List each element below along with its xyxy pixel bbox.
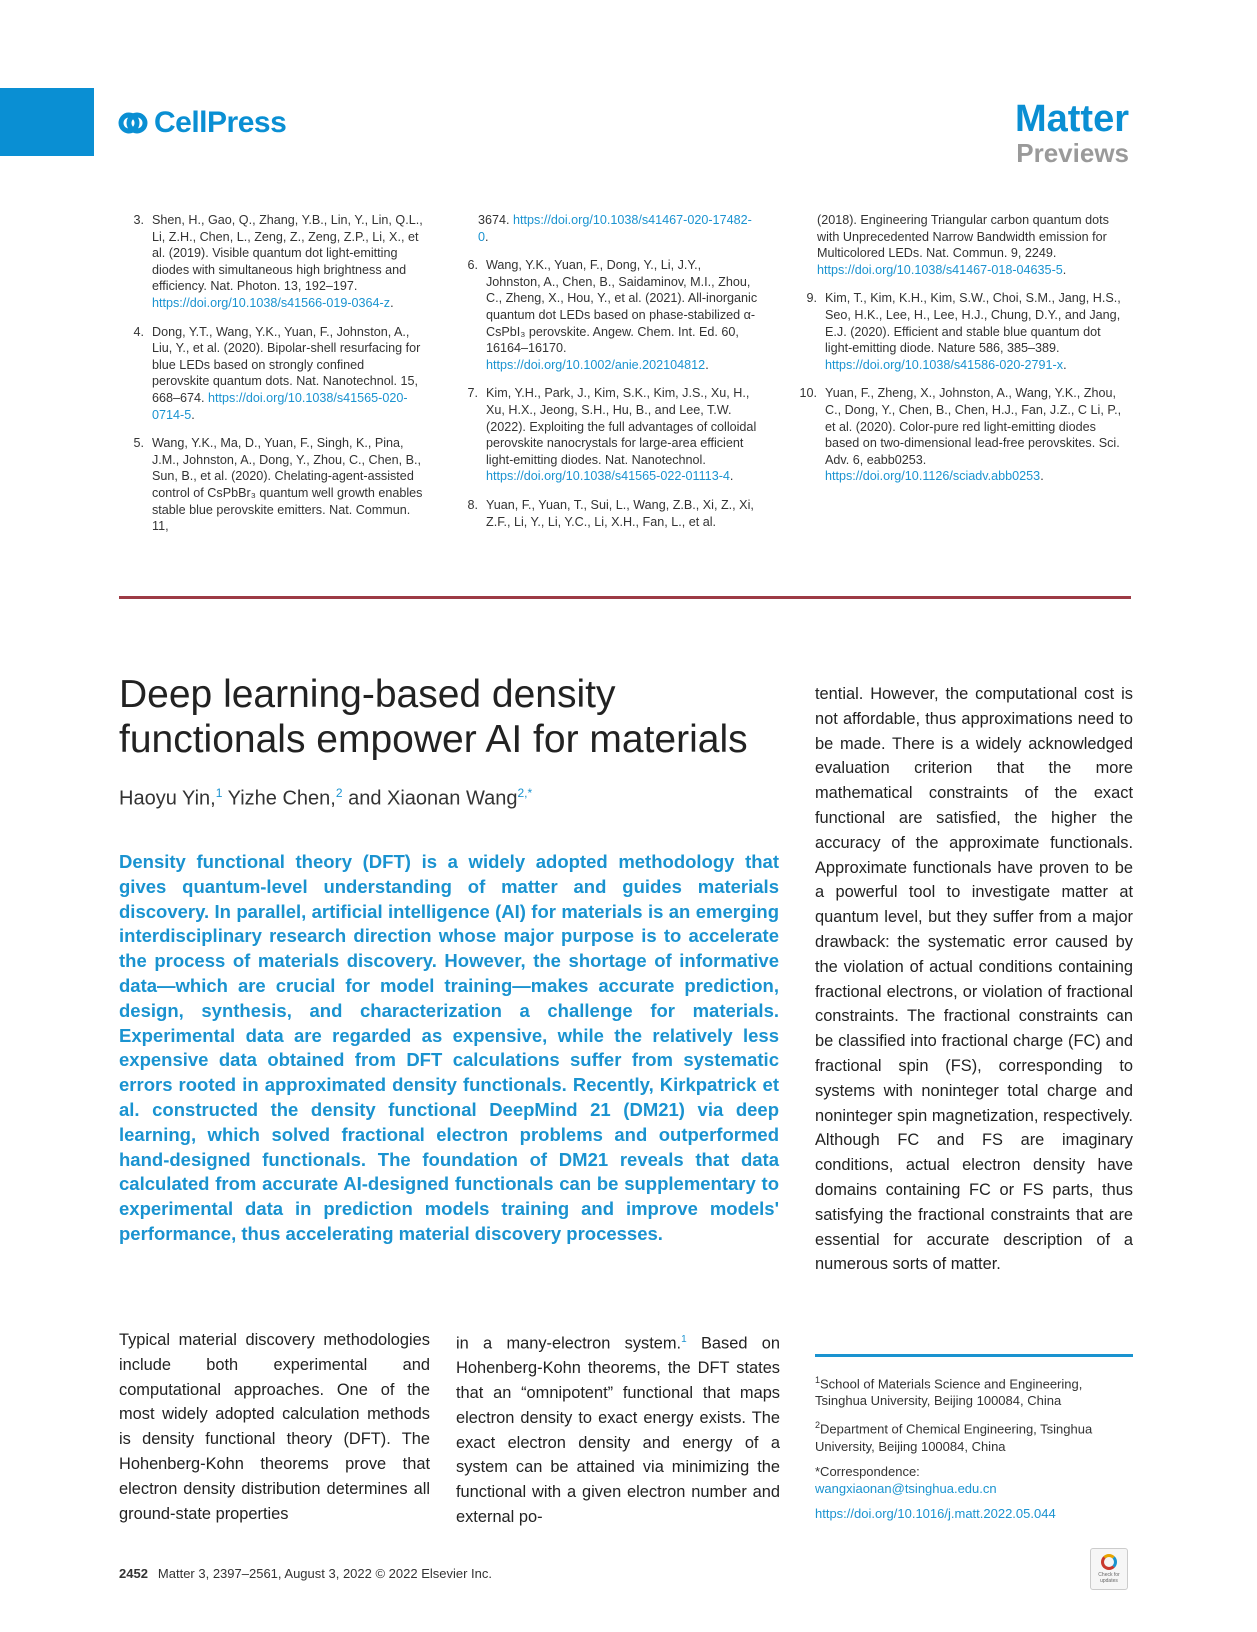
reference-doi-link[interactable]: https://doi.org/10.1038/s41467-020-17482-0 <box>478 213 752 244</box>
reference-doi-link[interactable]: https://doi.org/10.1038/s41565-020-0714-5 <box>152 390 408 422</box>
citation-marker[interactable]: 1 <box>681 1334 687 1345</box>
article-doi-link[interactable]: https://doi.org/10.1016/j.matt.2022.05.044 <box>815 1505 1056 1521</box>
correspondence-email-link[interactable]: wangxiaonan@tsinghua.edu.cn <box>815 1480 997 1496</box>
body-column-3: tential. However, the computational cost is not affordable, thus approximations need to be made. There is a widely acknowledged evaluation criterion that the more mathematical constraints of the exact functional are satisfied, the higher the accuracy of the approximate functionals. Approximate functionals have proven to be a powerful tool to investigate matter at quantum level, but they suffer from a major drawback: the systematic error caused by the violation of actual conditions containing fractional electrons, or violation of fractional constraints. The fractional constraints can be classified into fractional charge (FC) and fractional spin (FS), corresponding to systems with noninteger total charge and noninteger spin magnetization, respectively. Although FC and FS are imaginary conditions, actual electron density have domains containing FC or FS parts, thus satisfying the fractional constraints that are essential for accurate description of a numerous sorts of matter. <box>815 685 1133 1274</box>
reference-item: 8. Yuan, F., Yuan, T., Sui, L., Wang, Z.B., Xi, Z., Xi, Z.F., Li, Y., Li, Y.C., Li, X.H., Fan, L., et al. <box>467 497 754 529</box>
reference-item: 3. Shen, H., Gao, Q., Zhang, Y.B., Lin, Y., Lin, Q.L., Li, Z.H., Chen, L., Zeng, Z., Zeng, Z.P., Li, X., et al. (2019). Visible quantum dot light-emitting diodes with simultaneous high brightness and efficiency. Nat. Photon. 13, 192–197. https://doi.org/10.1038/s41566-019-0364-z. <box>133 213 423 310</box>
brand-color-tab <box>0 88 94 156</box>
citation-line: Matter 3, 2397–2561, August 3, 2022 © 2022 Elsevier Inc. <box>157 1566 492 1581</box>
author-list <box>119 786 532 811</box>
reference-doi-link[interactable]: https://doi.org/10.1038/s41586-020-2791-x <box>825 357 1064 372</box>
cellpress-logo[interactable] <box>118 106 286 140</box>
reference-item: 4. Dong, Y.T., Wang, Y.K., Yuan, F., Johnston, A., Liu, Y., et al. (2020). Bipolar-shell resurfacing for blue LEDs based on strongly confined perovskite quantum dots. Nat. Nanotechnol. 15, 668–674. https://doi.org/10.1038/s41565-020-0714-5. <box>133 324 421 422</box>
body-column-2: in a many-electron system.$^1$ Based on Hohenberg-Kohn theorems, the DFT states that an “omnipotent” functional that maps electron density to exact energy exists. The exact electron density and energy of a system can be attained via minimizing the functional with a given electron number and external po- <box>456 1334 780 1527</box>
author-name[interactable]: Yizhe Chen, <box>222 787 336 810</box>
reference-item: 7. Kim, Y.H., Park, J., Kim, S.K., Kim, J.S., Xu, H., Xu, H.X., Jeong, S.H., Hu, B., and Lee, T.W. (2022). Exploiting the full advantages of colloidal perovskite nanocrystals for large-area efficient light-emitting diodes. Nat. Nanotechnol. https://doi.org/10.1038/s41565-022-01113-4. <box>467 386 757 484</box>
affiliation-marker[interactable]: 1 <box>215 786 223 800</box>
check-for-updates-button[interactable] <box>1090 1548 1128 1590</box>
body-column-1: Typical material discovery methodologies include both experimental and computational approaches. One of the most widely adopted calculation methods is density functional theory (DFT). The Hohenberg-Kohn theorems prove that electron density distribution determines all ground-state properties <box>119 1331 430 1523</box>
references-column-3 <box>791 212 1131 497</box>
reference-doi-link[interactable]: https://doi.org/10.1038/s41566-019-0364-z <box>152 295 391 310</box>
affiliations-rule <box>815 1354 1133 1357</box>
reference-continuation: (2018). Engineering Triangular carbon quantum dots with Unprecedented Narrow Bandwidth emission for Multicolored LEDs. Nat. Commun. 9, 2249. https://doi.org/10.1038/s41467-018-04635-5. <box>817 213 1109 277</box>
reference-item: 5. Wang, Y.K., Ma, D., Yuan, F., Singh, K., Pina, J.M., Johnston, A., Dong, Y., Zhou, C., Chen, B., Sun, B., et al. (2020). Chelating-agent-assisted control of CsPbBr₃ quantum well growth enables stable blue perovskite emitters. Nat. Commun. 11, <box>133 436 423 534</box>
section-name: Previews <box>1016 138 1129 168</box>
check-for-updates-icon <box>1101 1554 1117 1570</box>
references-column-1 <box>118 212 424 547</box>
publisher-wordmark: CellPress <box>154 106 287 139</box>
reference-item: 10. Yuan, F., Zheng, X., Johnston, A., Wang, Y.K., Zhou, C., Dong, Y., Chen, B., Chen, H.J., Fan, J.Z., C Li, P., et al. (2020). Color-pure red light-emitting diodes based on two-dimensional lead-free perovskites. Sci. Adv. 6, eabb0253. https://doi.org/10.1126/sciadv.abb0253. <box>799 386 1122 484</box>
abstract: Density functional theory (DFT) is a widely adopted methodology that gives quantum-level understanding of matter and guides materials discovery. In parallel, artificial intelligence (AI) for materials is an emerging interdisciplinary research direction whose major purpose is to accelerate the process of materials discovery. However, the shortage of informative data—which are crucial for model training—makes accurate prediction, design, synthesis, and characterization a challenge for materials. Experimental data are regarded as expensive, while the relatively less expensive data obtained from DFT calculations suffer from systematic errors rooted in approximated density functionals. Recently, Kirkpatrick et al. constructed the density functional DeepMind 21 (DM21) via deep learning, which solved fractional electron problems and outperformed hand-designed functionals. The foundation of DM21 reveals that data calculated from accurate AI-designed functionals can be supplementary to experimental data in prediction models training and improve models' performance, thus accelerating material discovery processes. <box>119 851 779 1244</box>
reference-doi-link[interactable]: https://doi.org/10.1002/anie.202104812 <box>486 357 706 372</box>
check-for-updates-label: Check for updates <box>1098 1572 1120 1584</box>
correspondence: *Correspondence: wangxiaonan@tsinghua.edu.cn <box>815 1463 997 1496</box>
reference-doi-link[interactable]: https://doi.org/10.1038/s41467-018-04635-5 <box>817 262 1063 277</box>
reference-item: 6. Wang, Y.K., Yuan, F., Dong, Y., Li, J.Y., Johnston, A., Chen, B., Saidaminov, M.I., Zhou, C., Zheng, X., Hou, Y., et al. (2021). All-inorganic quantum dot LEDs based on phase-stabilized α-CsPbI₃ perovskite. Angew. Chem. Int. Ed. 60, 16164–16170. https://doi.org/10.1002/anie.202104812. <box>467 258 758 372</box>
reference-doi-link[interactable]: https://doi.org/10.1126/sciadv.abb0253 <box>825 469 1041 484</box>
journal-name: Matter <box>1014 98 1129 140</box>
affiliation-1: $^1$School of Materials Science and Engineering, Tsinghua University, Beijing 100084, China <box>815 1375 1083 1409</box>
author-name[interactable]: Haoyu Yin, <box>119 787 216 810</box>
article-doi <box>815 1505 1133 1522</box>
references-column-2 <box>452 212 758 542</box>
affiliations <box>815 1372 1133 1530</box>
cellpress-logo-icon <box>118 108 148 138</box>
reference-continuation: 3674. https://doi.org/10.1038/s41467-020-17482-0. <box>478 213 752 244</box>
article-title: Deep learning-based density functionals empower AI for materials <box>119 673 748 761</box>
page-number: 2452 <box>119 1566 148 1581</box>
affiliation-2: $^2$Department of Chemical Engineering, Tsinghua University, Beijing 100084, China <box>815 1420 1093 1454</box>
page-footer <box>119 1566 492 1581</box>
reference-doi-link[interactable]: https://doi.org/10.1038/s41565-022-01113-4 <box>486 469 730 484</box>
author-name[interactable]: and Xiaonan Wang <box>342 787 518 810</box>
reference-item: 9. Kim, T., Kim, K.H., Kim, S.W., Choi, S.M., Jang, H.S., Seo, H.K., Lee, H., Lee, H.J., Chung, D.Y., and Jang, E.J. (2020). Efficient and stable blue quantum dot light-emitting diode. Nature 586, 385–389. https://doi.org/10.1038/s41586-020-2791-x. <box>806 291 1121 372</box>
section-divider <box>119 596 1131 599</box>
affiliation-marker[interactable]: 2,* <box>517 786 533 800</box>
affiliation-marker[interactable]: 2 <box>335 786 343 800</box>
journal-masthead <box>1015 100 1129 166</box>
